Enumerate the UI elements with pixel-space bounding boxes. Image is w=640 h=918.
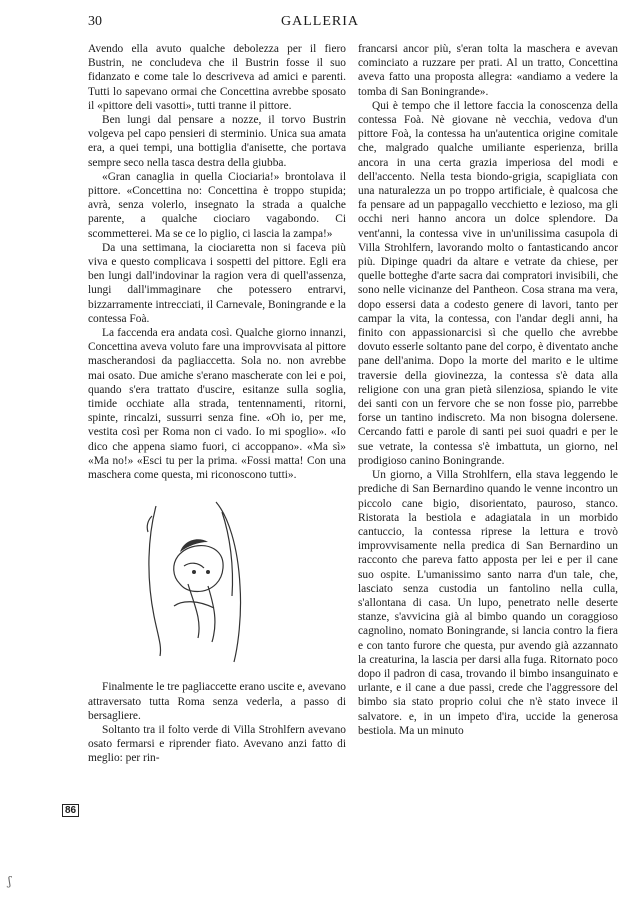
paragraph: Ben lungi dal pensare a nozze, il torvo Bustrin volgeva pel capo pensieri di sterminio. Unica sua amata era, a quei tempi, una bottiglia d'anisette, che portava sempre seco nella tasca destra della giubba. (88, 114, 346, 169)
paragraph: Finalmente le tre pagliaccette erano uscite e, avevano attraversato tutta Roma senza vederla, a passo di bersagliere. (88, 681, 346, 722)
margin-mark: ʃ (8, 874, 12, 888)
sketch-drawing (118, 496, 268, 664)
page-number: 30 (88, 14, 102, 29)
paragraph: francarsi ancor più, s'eran tolta la maschera e avevan cominciato a ruzzare per prati. Al un tratto, Concettina aveva fatto una proposta allegra: «andiamo a vedere la tomba di San Boningrande». (358, 43, 618, 98)
paragraph: La faccenda era andata così. Qualche giorno innanzi, Concettina aveva voluto fare una improvvisata al pittore mascherandosi da pagliaccetta. Sola no. non avrebbe mai osato. Due amiche s'erano mascherate con lei e poi, quando s'era trattato d'uscire, esitanze sulla soglia, timide occhiate alla strada, tentennamenti, ritorni, spinte, rincalzi, sussurri senza fine. «Oh io, per me, vestita così per Roma non ci vado. Io mi spoglio». «Io dico che appena siamo fuori, ci accoppano». «Ma sì» «Ma no!» «Esci tu per la prima. «Fossi matta! Con una maschera come questa, mi riconoscono tutti». (88, 327, 346, 482)
running-title: GALLERIA (281, 14, 359, 29)
paragraph: Avendo ella avuto qualche debolezza per il fiero Bustrin, ne concludeva che il Bustrin fosse il suo fidanzato e come tale lo descriveva ad amici e parenti. Tutti lo sapevano ormai che Concettina avrebbe sposato il «pittore deli vasotti», tutti tranne il pittore. (88, 43, 346, 112)
paragraph: Qui è tempo che il lettore faccia la conoscenza della contessa Foà. Nè giovane nè vecchia, vedova d'un pittore Foà, la contessa ha un'autentica origine comitale che, malgrado qualche umiliante esperienza, brilla ancora in una certa grazia imperiosa del modi e dell'accento. Nella testa biondo-grigia, scapigliata con una naturalezza un po troppo artificiale, è qualcosa che fa pensare ad un pappagallo vecchietto e lezioso, ma gli occhi neri hanno ancora un dolce splendore. Da vent'anni, la contessa vive in un'unilissima casupola di Villa Strohlfern, lavorando molto o fantasticando ancor più. Dipinge quadri da altare e vetrate da chiese, per quelle botteghe d'arte sacra dai compratori invisibili, che sono nelle vicinanze del Pantheon. Cosa strana ma vera, dopo essersi data a codesto genere di lavori, tanto per campar la vita, la contessa, con l'andar degli anni, ha finito con appassionarcisi sì che quello che avrebbe dovuto esserle soltanto pane del corpo, è diventato anche pane dell'anima. Dopo la morte del marito e le ultime traversie della giovinezza, la contessa s'è data alla religione con una gran pietà silenziosa, spiando le vite dei santi con un fervore che se non fosse pio, parrebbe forse un tantino indiscreto. Ma non bisogna dolersene. Cercando fatti e parole di santi pei suoi quadri e per le sue vetrate, la contessa s'è imbattuta, un giorno, nel prodigioso canino Boningrande. (358, 99, 618, 467)
paragraph: «Gran canaglia in quella Ciociaria!» brontolava il pittore. «Concettina no: Concettina è troppo stupida; avrà, senza volerlo, insegnato la strada a qualche parente, a qualche ciociaro vagabondo. Ci scommetterei. Ma se ce lo piglio, ci lascia la zampa!» (88, 170, 346, 240)
paragraph: Un giorno, a Villa Strohlfern, ella stava leggendo le prediche di San Bernardino quando le venne incontro un piccolo cane bigio, disorientato, pauroso, stanco. Ristorata la bestiola e adagiatala in un morbido cantuccio, la contessa riprese la lettura e trovò improvvisamente nella predica di San Bernardino un racconto che pareva fatto apposta per lei e per il cane suo ospite. L'umanissimo santo narra d'un tale, che, lasciato senza custodia un fantolino nella culla, s'allontana di casa. Un lupo, penetrato nelle deserte stanze, s'avvicina già al bimbo quando un coraggioso cagnolino, nomato Boningrande, si lancia contro la fiera e con tanto furore che questa, pur avendo già azzannato la creaturina, la lascia per darsi alla fuga. Ritornato poco dopo il padron di casa, trovando il bimbo insanguinato e urlante, e il cane a due passi, crede che l'aggressore del bimbo sia stato proprio colui che n'è stato invece il salvatore. e, in un impeto d'ira, uccide la generosa bestiola. Ma un minuto (358, 469, 618, 737)
right-column (358, 42, 618, 738)
paragraph: Soltanto tra il folto verde di Villa Strohlfern avevano osato fermarsi e riprender fiato. Avevano anzi fatto di meglio: per rin- (88, 723, 346, 765)
illustration (88, 496, 346, 664)
paragraph: Da una settimana, la ciociaretta non si faceva più viva e questo complicava i sospetti del pittore. Egli era ben lungi dall'indovinar la ragion vera di quell'assenza, lungi dall'immaginare che potessero entrarvi, bizzarramente intrecciati, il Carnevale, Boningrande e la contessa Foà. (88, 241, 346, 325)
page-badge: 86 (62, 804, 79, 817)
left-column (88, 42, 346, 766)
